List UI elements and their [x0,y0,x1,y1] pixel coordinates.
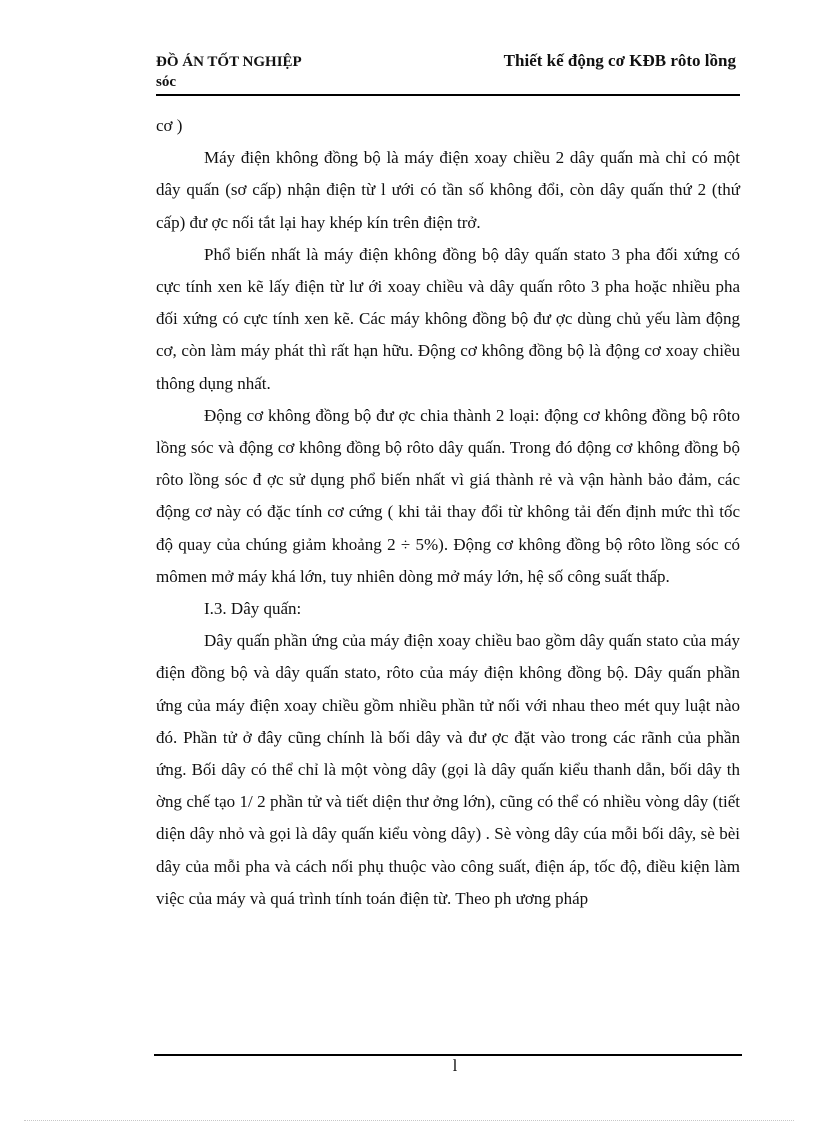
paragraph-common-types: Phổ biến nhất là máy điện không đồng bộ dây quấn stato 3 pha đối xứng có cực tính xen kẽ lấy điện từ lư ới xoay chiều và dây quấn rôto 3 pha hoặc nhiều pha đối xứng có cực tính xen kẽ. Các máy không đồng bộ đư ợc dùng chủ yếu làm động cơ, còn làm máy phát thì rất hạn hữu. Động cơ không đồng bộ là động cơ xoay chiều thông dụng nhất. [156,244,740,393]
paragraph-fragment: cơ ) [156,116,183,135]
paragraph-windings: Dây quấn phần ứng của máy điện xoay chiều bao gồm dây quấn stato của máy điện đồng bộ và dây quấn stato, rôto của máy điện không đồng bộ. Dây quấn phần ứng của máy điện xoay chiều gồm nhiều phần tử nối với nhau theo mét quy luật nào đó. Phần tử ở đây cũng chính là bối dây và đư ợc đặt vào trong các rãnh của phần ứng. Bối dây có thể chỉ là một vòng dây (gọi là dây quấn kiểu thanh dẫn, bối dây th ờng chế tạo 1/ 2 phần tử và tiết diện thư ởng lớn), cũng có thể có nhiều vòng dây (tiết diện dây nhỏ và gọi là dây quấn kiểu vòng dây) . Sè vòng dây cúa mỗi bối dây, sè bèi dây của mỗi pha và cách nối phụ thuộc vào công suất, điện áp, tốc độ, điều kiện làm việc của máy và quá trình tính toán điện từ. Theo ph ương pháp [156,631,740,908]
header-thesis-label: ĐỒ ÁN TỐT NGHIỆP [156,54,302,70]
header-document-title: Thiết kế động cơ KĐB rôto lồng [503,51,736,70]
paragraph-classification: Động cơ không đồng bộ đư ợc chia thành 2 loại: động cơ không đồng bộ rôto lồng sóc và động cơ không đồng bộ rôto dây quấn. Trong đó động cơ không đồng bộ rôto lồng sóc đ ợc sử dụng phổ biến nhất vì giá thành rẻ và vận hành bảo đảm, các động cơ này có đặc tính cơ cứng ( khi tải thay đổi từ không tải đến định mức thì tốc độ quay của chúng giảm khoảng 2 ÷ 5%). Động cơ không đồng bộ rôto lồng sóc có mômen mở máy khá lớn, tuy nhiên dòng mở máy lớn, hệ số công suất thấp. [156,405,740,586]
section-heading: I.3. Dây quấn: [204,599,302,619]
page-header [156,50,740,96]
body-text [156,110,740,915]
page-number: l [452,1056,458,1075]
header-title-continuation: sóc [156,74,176,90]
paragraph-definition: Máy điện không đồng bộ là máy điện xoay chiều 2 dây quấn mà chỉ có một dây quấn (sơ cấp) nhận điện từ l ưới có tần số không đổi, còn dây quấn thứ 2 (thứ cấp) đư ợc nối tắt lại hay khép kín trên điện trở. [156,148,740,232]
page-bottom-dotted-edge [24,1120,794,1121]
